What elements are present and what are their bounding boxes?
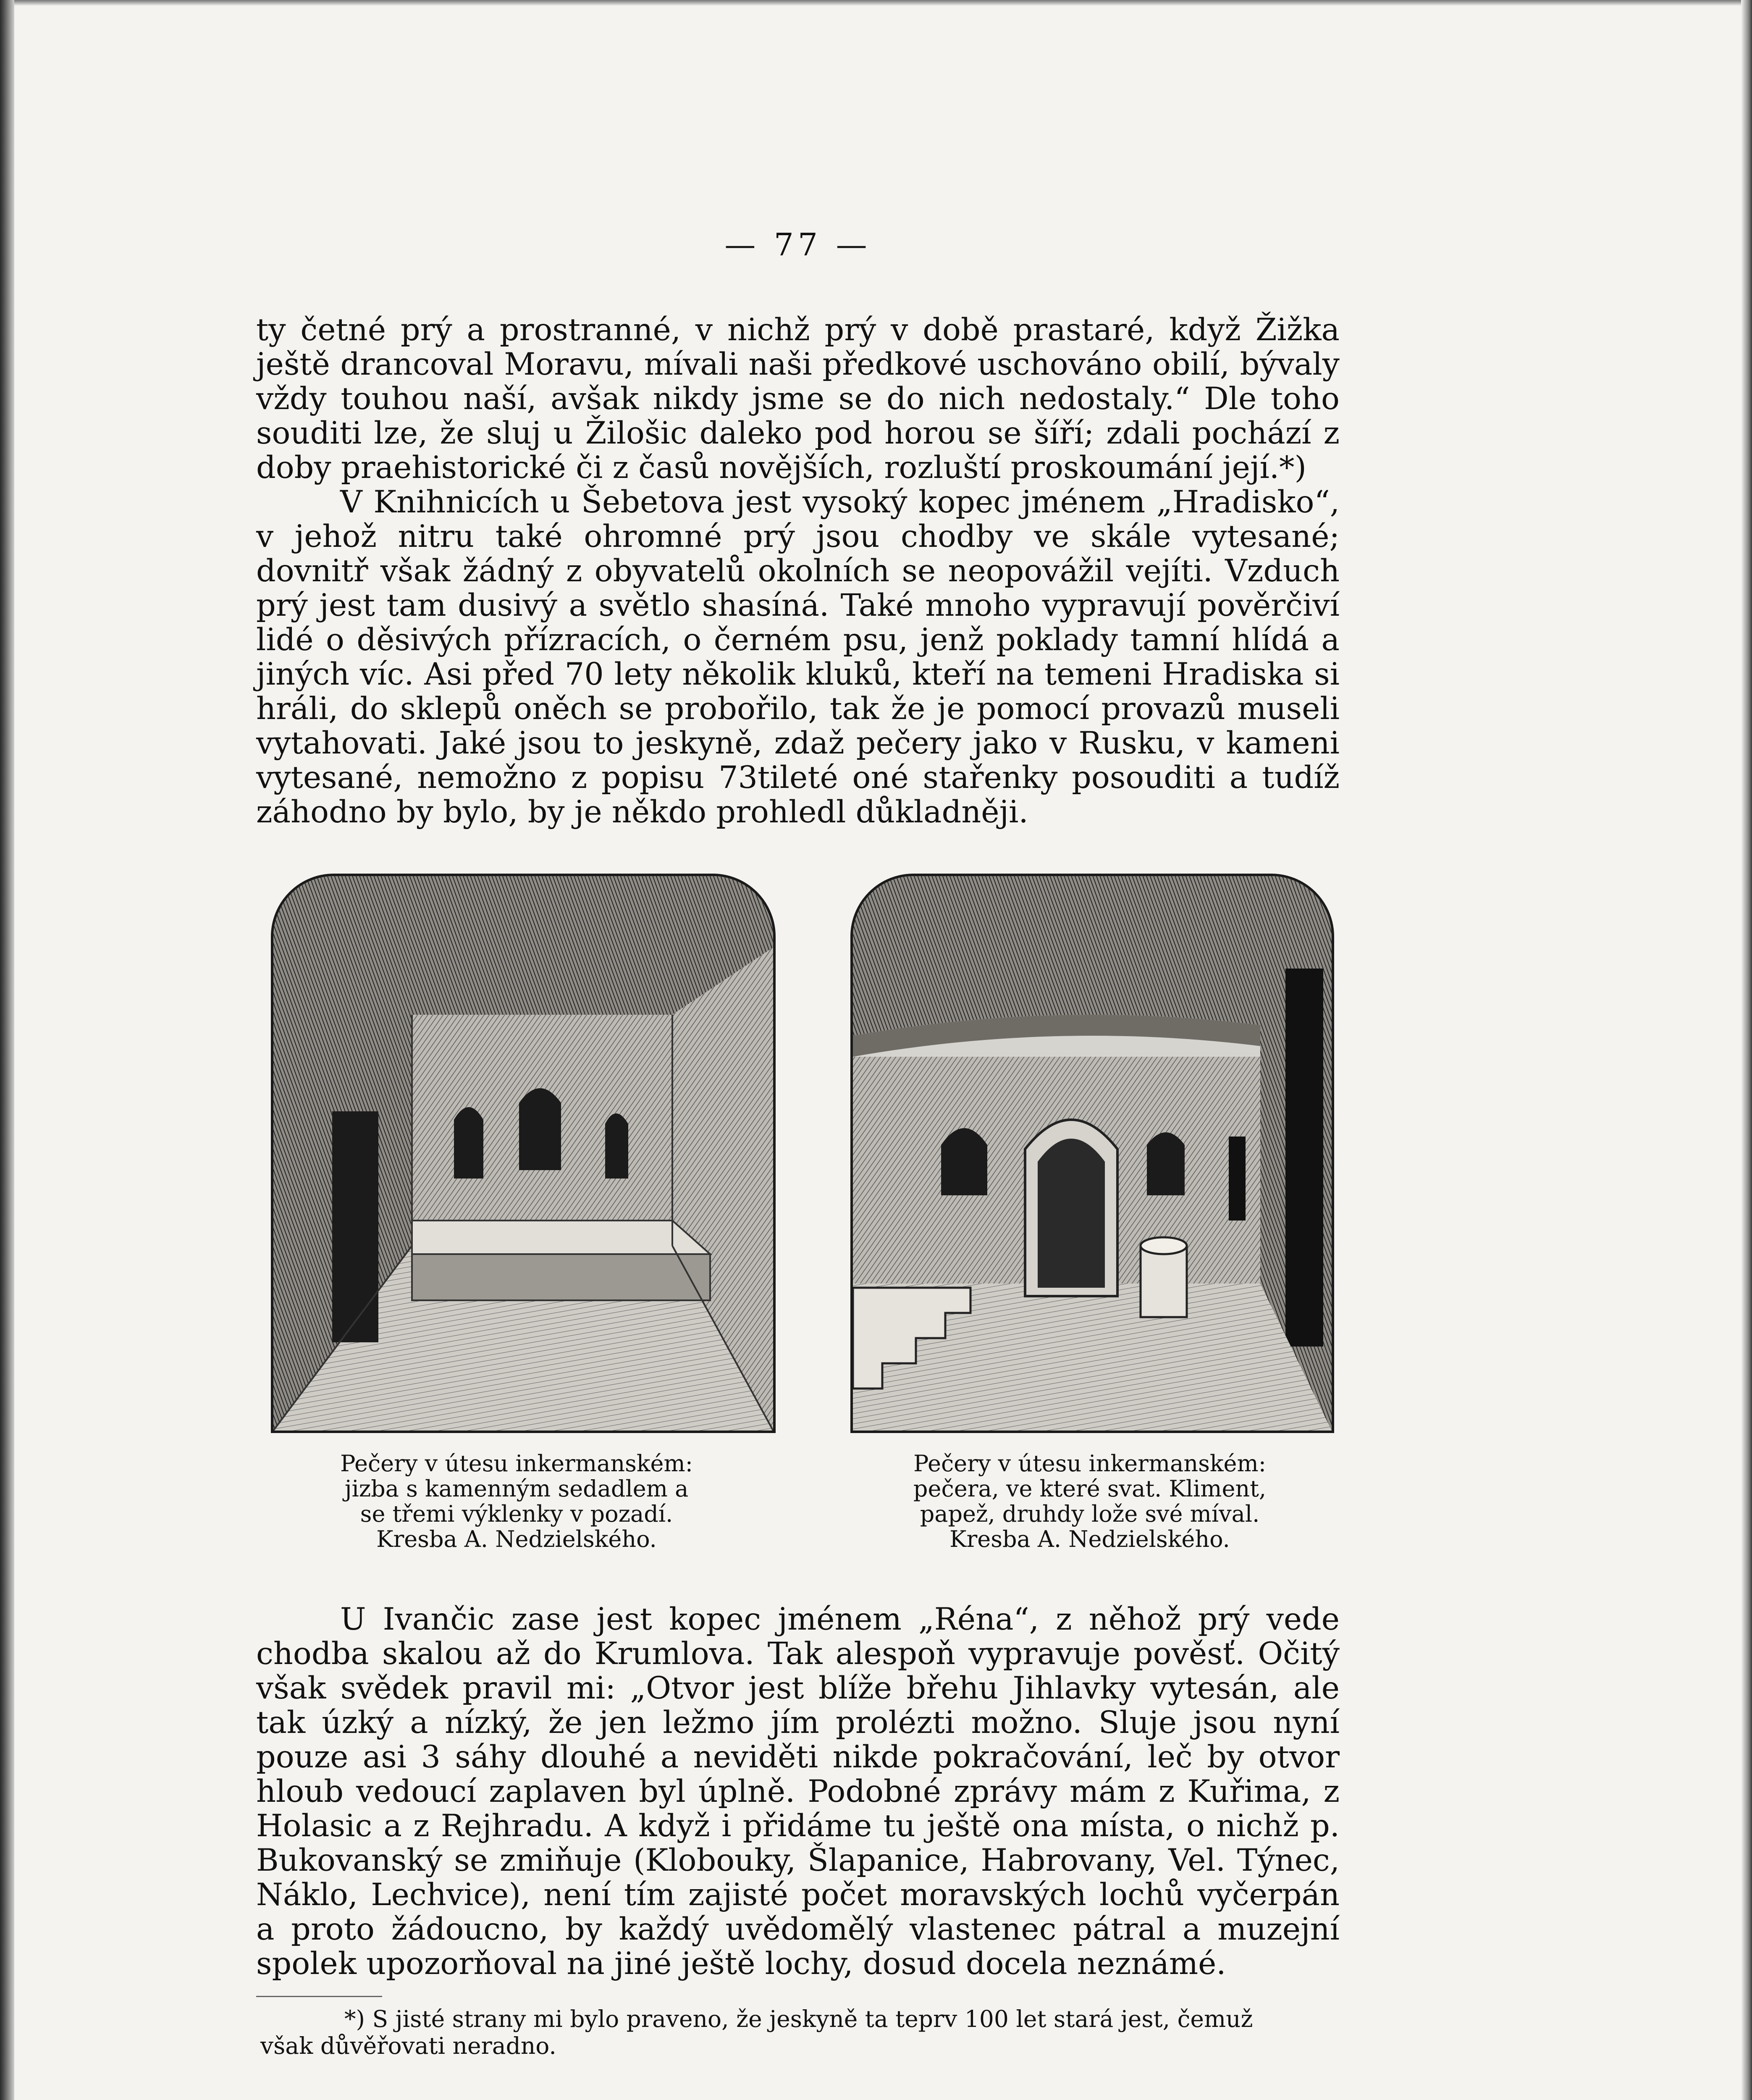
paragraph: U Ivančic zase jest kopec jménem „Réna“, z něhož prý vede chodba skalou až do Krumlova. Tak alespoň vypravuje pověsť. Očitý však svědek pravil mi: „Otvor jest blíže břehu Jihlavky vytesán, ale tak úzký a nízký, že jen ležmo jím prolézti možno. Sluje jsou nyní pouze asi 3 sáhy dlouhé a neviděti nikde pokračování, leč by otvor hloub vedoucí zaplaven byl úplně. Podobné zprávy mám z Kuřima, z Holasic a z Rejhradu. A když i přidáme tu ještě ona místa, o nichž p. Bukovanský se zmiňuje (Klobouky, Šlapanice, Habrovany, Vel. Týnec, Náklo, Lechvice), není tím zajisté počet moravských lochů vyčerpán a proto žádoucno, by každý uvědomělý vlastenec pátral a muzejní spolek upozorňoval na jiné ještě lochy, dosud docela neznámé. xyxy=(256,1601,1340,1982)
illustration-cave-chamber-kliment xyxy=(850,874,1334,1433)
caption-line: pečera, ve které svat. Kliment, xyxy=(913,1475,1267,1502)
illustration-cave-room-bench xyxy=(271,874,776,1433)
footnote-divider xyxy=(256,1996,382,1997)
paragraph: V Knihnicích u Šebetova jest vysoký kopec jménem „Hradisko“, v jehož nitru také ohromné prý jsou chodby ve skále vytesané; dovnitř však žádný z obyvatelů okolních se neopovážil vejíti. Vzduch prý jest tam dusivý a světlo shasíná. Také mnoho vypravují pověrčiví lidé o děsivých přízracích, o černém psu, jenž poklady tamní hlídá a jiných víc. Asi před 70 lety několik kluků, kteří na temeni Hradiska si hráli, do sklepů oněch se probořilo, tak že je pomocí provazů museli vytahovati. Jaké jsou to jeskyně, zdaž pečery jako v Rusku, v kameni vytesané, nemožno z popisu 73tileté oné stařenky posouditi a tudíž záhodno by bylo, by je někdo prohledl důkladněji. xyxy=(256,484,1340,830)
caption-line: Pečery v útesu inkermanském: xyxy=(340,1450,693,1477)
caption-line: papež, druhdy lože své míval. xyxy=(920,1501,1260,1527)
page-edge-left xyxy=(0,0,14,2100)
page-edge-top xyxy=(0,0,1752,6)
footnote xyxy=(260,2006,1344,2059)
page-number: — 77 — xyxy=(724,227,871,263)
page-edge-right xyxy=(1741,0,1752,2100)
caption-line: se třemi výklenky v pozadí. xyxy=(360,1501,673,1527)
caption-line: jizba s kamenným sedadlem a xyxy=(344,1475,689,1502)
caption-line: Kresba A. Nedzielského. xyxy=(949,1526,1230,1552)
paragraph: ty četné prý a prostranné, v nichž prý v době prastaré, když Žižka ještě drancoval Moravu, mívali naši předkové uschováno obilí, bývaly vždy touhou naší, avšak nikdy jsme se do nich nedostaly.“ Dle toho souditi lze, že sluj u Žilošic daleko pod horou se šíří; zdali pochází z doby praehistorické či z časů novějších, rozluští proskoumání její.*) xyxy=(256,312,1340,486)
body-text-bottom xyxy=(256,1602,1340,1981)
figure-caption-right xyxy=(869,1451,1310,1552)
footnote-line: *) S jisté strany mi bylo praveno, že jeskyně ta teprv 100 let stará jest, čemuž xyxy=(344,2006,1253,2032)
body-text-top xyxy=(256,313,1340,830)
figure-caption-left xyxy=(302,1451,731,1552)
caption-line: Pečery v útesu inkermanském: xyxy=(913,1450,1266,1477)
footnote-line: však důvěřovati neradno. xyxy=(260,2032,556,2059)
caption-line: Kresba A. Nedzielského. xyxy=(376,1526,657,1552)
